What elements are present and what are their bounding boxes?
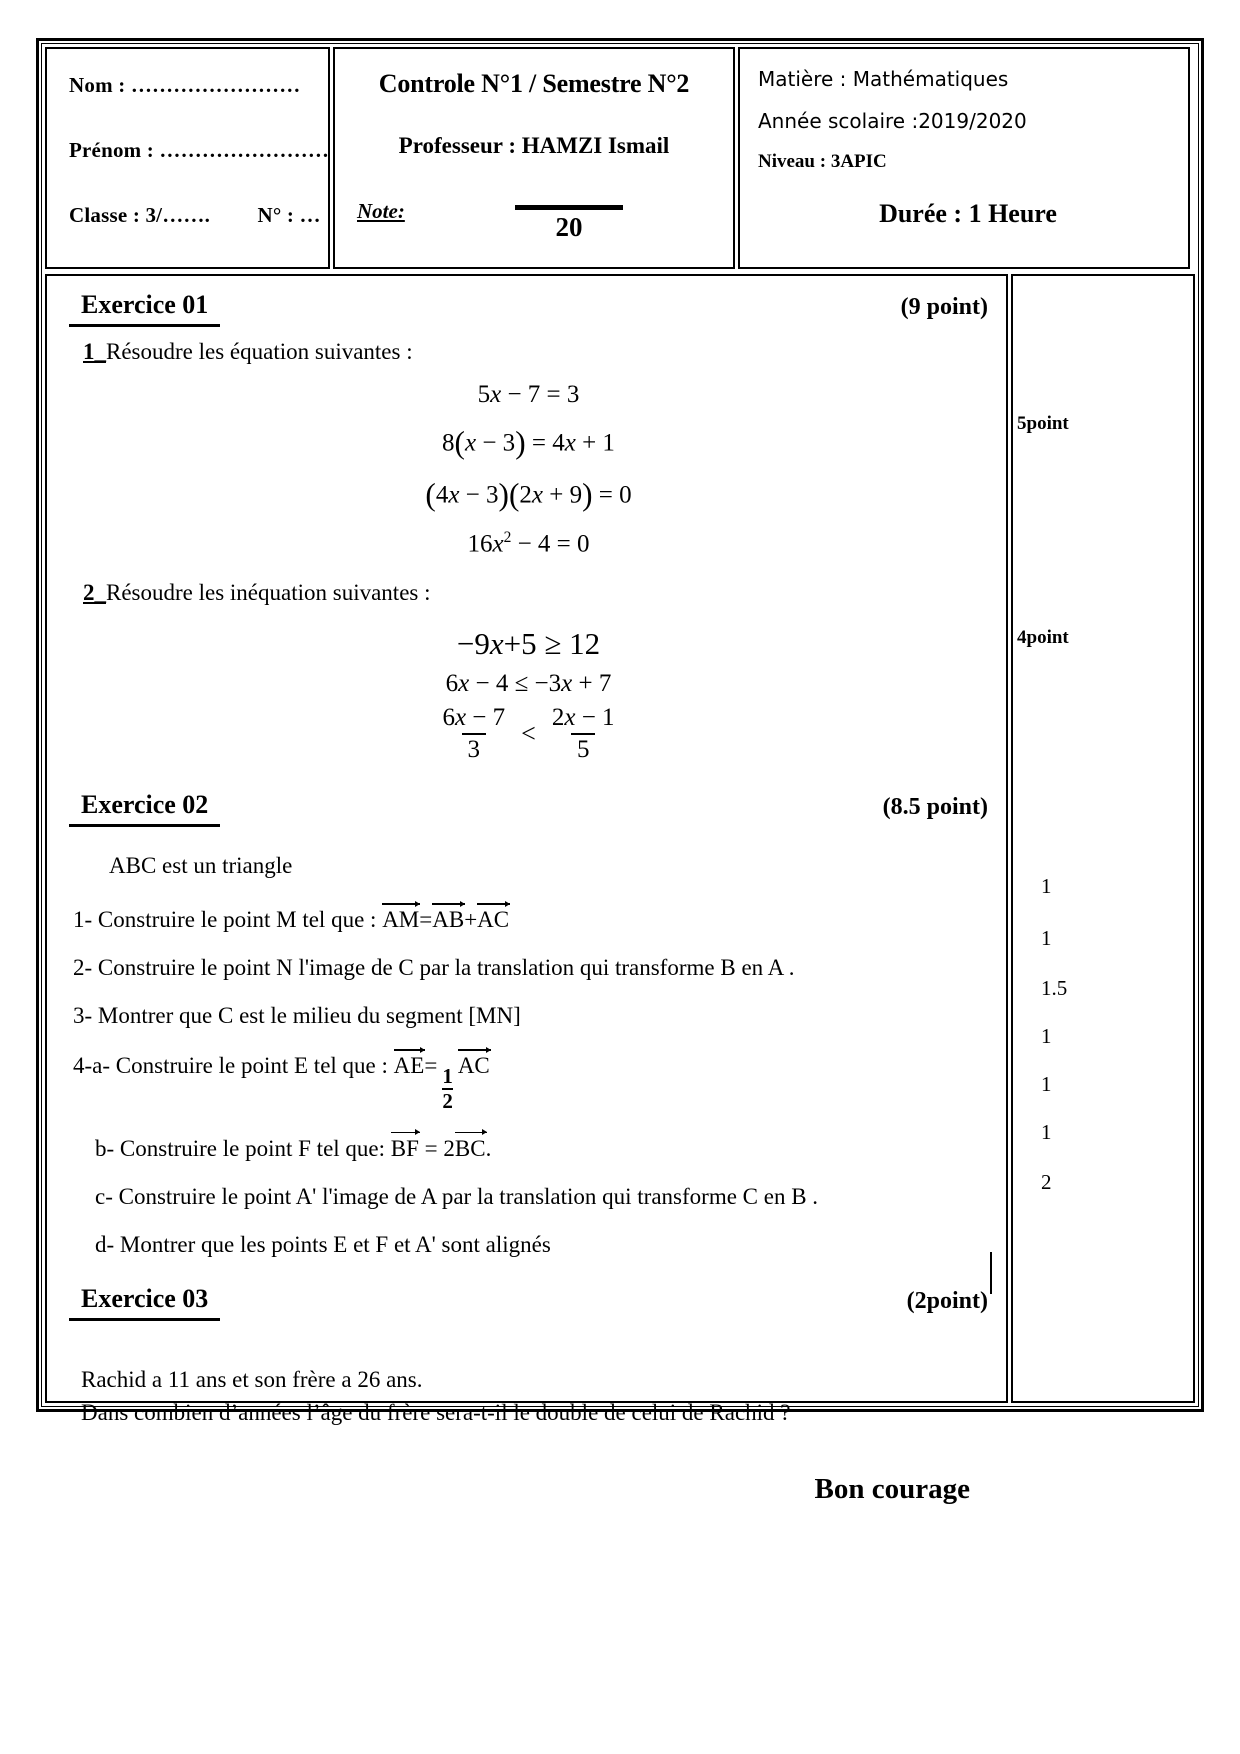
fraction-one-half <box>442 1063 453 1113</box>
exercise2-item-4d: d- Montrer que les points E et F et A' sont alignés <box>95 1231 551 1257</box>
exercise1-q2-prefix: 2_ <box>83 580 106 606</box>
vector-ac: AC <box>477 907 510 933</box>
exercise2-item-3: 3- Montrer que C est le milieu du segment [MN] <box>73 1003 521 1029</box>
subject-line: Matière : Mathématiques <box>758 67 1009 91</box>
exercise1-points: (9 point) <box>900 294 988 320</box>
item4b-lead: b- Construire le point F tel que: <box>95 1135 391 1161</box>
item4a-op: = <box>424 1053 438 1079</box>
exam-header <box>45 47 1195 269</box>
vector-bf: BF <box>390 1135 419 1161</box>
equation-2: 8(x − 3) = 4x + 1 <box>442 425 615 460</box>
exercise2-title: Exercice 02 <box>69 790 220 827</box>
inequality-3-relation: < <box>521 719 536 749</box>
exam-sheet-border <box>36 38 1204 1506</box>
note-fraction-bar <box>515 205 623 210</box>
vector-bc: BC <box>454 1135 486 1161</box>
exercise1-q2-text: Résoudre les inéquation suivantes : <box>106 580 431 606</box>
exam-questions-column <box>45 274 1008 1506</box>
points-column <box>1011 274 1195 1403</box>
points-exercise2-item-4a: 1 <box>1041 1024 1052 1048</box>
points-exercise1-part1: 5point <box>1017 413 1069 434</box>
school-year-line: Année scolaire :2019/2020 <box>758 109 1027 133</box>
classe-numero-row <box>69 203 321 228</box>
inequality-3 <box>69 704 988 764</box>
exercise1-q1-prefix: 1_ <box>83 339 106 364</box>
fraction-numerator: 1 <box>442 1063 453 1088</box>
item1-op1: = <box>419 907 433 933</box>
equation-1: 5x − 7 = 3 <box>477 381 580 408</box>
item4a-lead: 4-a- Construire le point E tel que : <box>73 1053 394 1079</box>
exercise3-line-2: Dans combien d’années l’âge du frère sera-t-il le double de celui de Rachid ? <box>81 1400 791 1426</box>
note-fraction[interactable] <box>509 191 629 243</box>
vector-ae: AE <box>393 1053 425 1079</box>
exercise2-points: (8.5 point) <box>882 794 988 821</box>
right-denominator: 5 <box>571 733 596 764</box>
exercise1-question1 <box>83 339 988 365</box>
level-line: Niveau : 3APIC <box>758 151 887 172</box>
points-exercise2-item-4c: 1 <box>1041 1120 1052 1144</box>
vector-ab: AB <box>432 907 465 933</box>
inequality-1: −9x+5 ≥ 12 <box>456 626 601 662</box>
item1-lead: 1- Construire le point M tel que : <box>73 907 383 933</box>
numero-field-label[interactable]: N° : … <box>257 203 321 227</box>
points-exercise2-item-3: 1.5 <box>1041 976 1068 1000</box>
points-exercise1-part2: 4point <box>1017 627 1069 648</box>
exercise1-q1-text: Résoudre les équation suivantes : <box>106 339 413 364</box>
stray-pen-mark <box>990 1252 992 1294</box>
points-exercise2-item-4d: 2 <box>1041 1170 1052 1194</box>
prenom-field-label[interactable]: Prénom : …………………… <box>69 138 330 162</box>
exercise1-header <box>69 290 988 327</box>
fraction-denominator: 2 <box>442 1088 453 1113</box>
exercise1-question2 <box>83 580 988 606</box>
exercise2-item-2: 2- Construire le point N l'image de C par la translation qui transforme B en A . <box>73 955 795 981</box>
exam-body <box>45 274 1195 1506</box>
note-row <box>357 191 719 247</box>
item1-op2: + <box>464 907 478 933</box>
exercise3-points: (2point) <box>906 1287 988 1314</box>
exercise2-item-4a <box>73 1051 988 1111</box>
equation-3: (4x − 3)(2x + 9) = 0 <box>425 477 632 512</box>
vector-ac-2: AC <box>457 1053 490 1079</box>
right-numerator: 2x − 1 <box>551 704 615 732</box>
inequality-3-right-fraction <box>546 704 621 764</box>
left-denominator: 3 <box>462 733 487 764</box>
inequality-2: 6x − 4 ≤ −3x + 7 <box>445 670 612 698</box>
classe-field-label[interactable]: Classe : 3/……. <box>69 203 211 227</box>
student-info-cell <box>45 47 330 269</box>
left-numerator: 6x − 7 <box>442 704 506 732</box>
exercise2-item-4b <box>95 1134 988 1162</box>
exam-title: Controle N°1 / Semestre N°2 <box>378 69 690 98</box>
professor-name: Professeur : HAMZI Ismail <box>398 133 670 158</box>
vector-am: AM <box>382 907 420 933</box>
item4b-tail: . <box>485 1135 492 1161</box>
note-label: Note: <box>357 199 405 223</box>
exam-title-cell <box>333 47 735 269</box>
exercise3-title: Exercice 03 <box>69 1284 220 1321</box>
points-exercise2-item-1: 1 <box>1041 874 1052 898</box>
exercise2-item-4c: c- Construire le point A' l'image de A par la translation qui transforme C en B . <box>95 1183 819 1209</box>
item4b-op: = 2 <box>418 1135 455 1161</box>
exercise1-title: Exercice 01 <box>69 290 220 327</box>
nom-field-label[interactable]: Nom : …………………… <box>69 73 301 97</box>
exercise3-header <box>69 1284 988 1321</box>
equation-4: $16x^2 - 4 = 0$ <box>467 529 590 558</box>
points-exercise2-item-4b: 1 <box>1041 1072 1052 1096</box>
points-exercise2-item-2: 1 <box>1041 926 1052 950</box>
bon-courage-note: Bon courage <box>814 1473 970 1506</box>
exercise3-line-1: Rachid a 11 ans et son frère a 26 ans. <box>81 1366 423 1392</box>
inequality-3-left-fraction <box>436 704 511 764</box>
note-denominator: 20 <box>555 212 583 242</box>
exercise2-header <box>69 790 988 827</box>
duration-line: Durée : 1 Heure <box>879 199 1057 228</box>
exam-meta-cell <box>738 47 1190 269</box>
exercise2-item-1 <box>73 905 988 933</box>
exercise2-intro: ABC est un triangle <box>109 853 293 879</box>
